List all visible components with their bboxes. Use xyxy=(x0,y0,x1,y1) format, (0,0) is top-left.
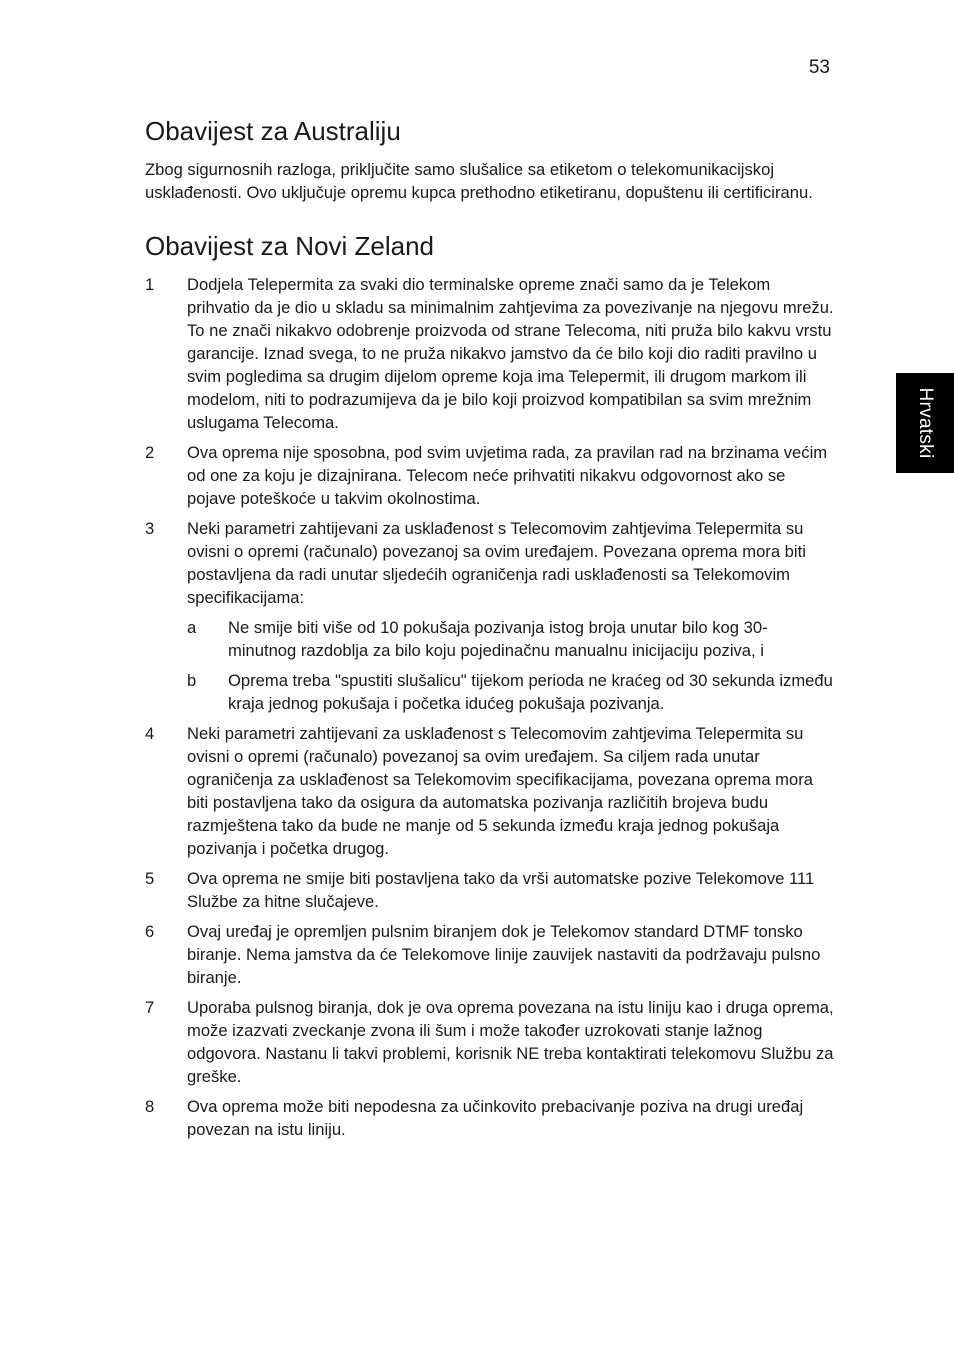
list-item-text: Ova oprema nije sposobna, pod svim uvjetima rada, za pravilan rad na brzinama većim od one za koju je dizajnirana. Telecom neće prihvatiti nikakvu odgovornost ako se pojave poteškoće u takvim okolnostima. xyxy=(187,443,828,508)
list-item-number: 5 xyxy=(145,869,155,888)
list-item-text: Ovaj uređaj je opremljen pulsnim biranjem dok je Telekomov standard DTMF tonsko biranje. Nema jamstva da će Telekomove linije zauvijek nastaviti da podržavaju pulsno biranje. xyxy=(187,922,821,987)
list-item-number: 8 xyxy=(145,1097,155,1116)
language-tab-label: Hrvatski xyxy=(915,387,936,459)
list-item-number: 1 xyxy=(145,275,155,294)
list-item-number: 2 xyxy=(145,443,155,462)
language-tab xyxy=(896,373,954,473)
sub-item-letter: b xyxy=(187,671,197,690)
list-item-6 xyxy=(145,920,835,989)
list-item-8 xyxy=(145,1095,835,1141)
list-item-1 xyxy=(145,273,835,434)
section-title-australia: Obavijest za Australiju xyxy=(145,116,401,146)
list-item-number: 3 xyxy=(145,519,155,538)
new-zealand-list xyxy=(145,273,835,1141)
sub-item-letter: a xyxy=(187,618,197,637)
list-item-number: 6 xyxy=(145,922,155,941)
list-item-5 xyxy=(145,867,835,913)
list-item-body xyxy=(187,517,835,715)
list-item-text: Neki parametri zahtijevani za usklađenost s Telecomovim zahtjevima Telepermita su ovisni o opremi (računalo) povezanoj sa ovim uređajem. Sa ciljem rada unutar ograničenja za usklađenost sa Telekomovim specifikacijama, povezana oprema mora biti postavljena tako da osigura da automatska pozivanja različitih brojeva budu razmještena tako da bude ne manje od 5 sekunda između kraja jednog pokušaja pozivanja i početka drugog. xyxy=(187,724,813,858)
sub-item-text: Oprema treba "spustiti slušalicu" tijekom perioda ne kraćeg od 30 sekunda između kraja jednog pokušaja i početka idućeg pokušaja pozivanja. xyxy=(228,671,833,713)
sub-item-text: Ne smije biti više od 10 pokušaja pozivanja istog broja unutar bilo kog 30-minutnog razdoblja za bilo koju pojedinačnu manualnu inicijaciju poziva, i xyxy=(228,618,768,660)
list-item-text: Ova oprema ne smije biti postavljena tako da vrši automatske pozive Telekomove 111 Službe za hitne slučajeve. xyxy=(187,869,815,911)
list-item-text: Dodjela Telepermita za svaki dio terminalske opreme znači samo da je Telekom prihvatio da je dio u skladu sa minimalnim zahtjevima za povezivanje na njegovu mrežu. To ne znači nikakvo odobrenje proizvoda od strane Telecoma, niti pruža bilo kakvu vrstu garancije. Iznad svega, to ne pruža nikakvo jamstvo da će bilo koji dio raditi pravilno u svim pogledima sa drugim dijelom opreme koja ima Telepermit, ili drugom markom ili modelom, niti to podrazumijeva da je bilo koji proizvod kompatibilan sa svim mrežnim uslugama Telecoma. xyxy=(187,275,834,432)
australia-notice-text: Zbog sigurnosnih razloga, priključite samo slušalice sa etiketom o telekomunikacijskoj usklađenosti. Ovo uključuje opremu kupca prethodno etiketiranu, dopuštenu ili certificiranu. xyxy=(145,160,813,202)
list-item-7 xyxy=(145,996,835,1088)
list-item-number: 4 xyxy=(145,724,155,743)
list-item-text: Neki parametri zahtijevani za usklađenost s Telecomovim zahtjevima Telepermita su ovisni o opremi (računalo) povezanoj sa ovim uređajem. Povezana oprema mora biti postavljena da radi unutar sljedećih ograničenja radi usklađenosti sa Telekomovim specifikacijama: xyxy=(187,519,806,607)
page-content xyxy=(145,114,835,1148)
sub-item-a xyxy=(187,616,835,662)
list-item-text: Ova oprema može biti nepodesna za učinkovito prebacivanje poziva na drugi uređaj povezan na istu liniju. xyxy=(187,1097,804,1139)
list-item-text: Uporaba pulsnog biranja, dok je ova oprema povezana na istu liniju kao i druga oprema, može izazvati zveckanje zvona ili šum i može također uzrokovati stanje lažnog odgovora. Nastanu li takvi problemi, korisnik NE treba kontaktirati telekomovu Službu za greške. xyxy=(187,998,834,1086)
list-item-2 xyxy=(145,441,835,510)
list-item-4 xyxy=(145,722,835,860)
list-item-number: 7 xyxy=(145,998,155,1017)
page-number: 53 xyxy=(808,57,830,78)
list-item-3 xyxy=(145,517,835,715)
sub-item-b xyxy=(187,669,835,715)
section-title-new-zealand: Obavijest za Novi Zeland xyxy=(145,231,435,261)
